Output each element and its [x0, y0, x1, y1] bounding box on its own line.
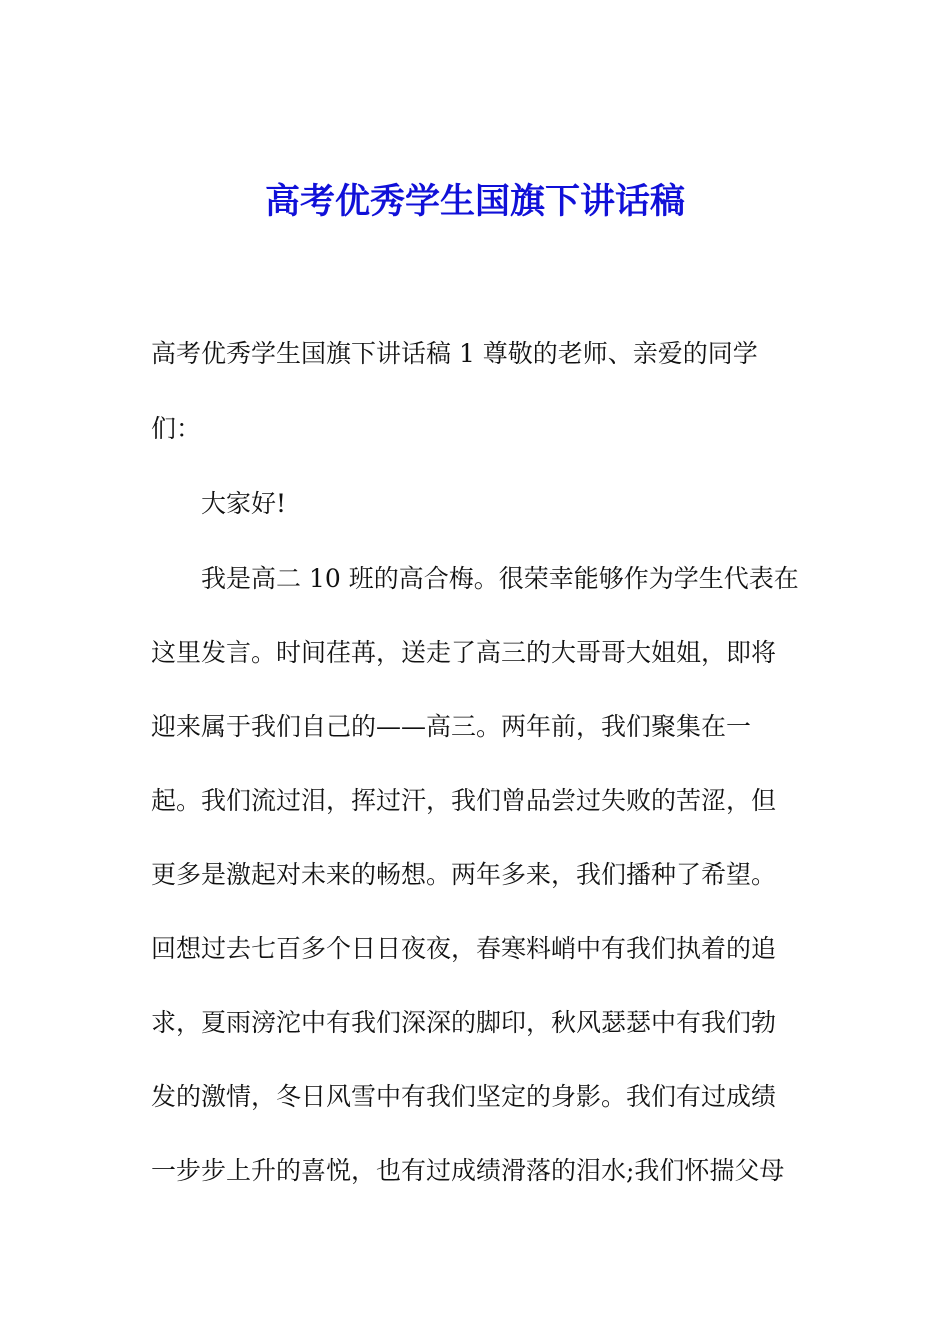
paragraph-line: 大家好!	[201, 489, 287, 518]
paragraph-line: 一步步上升的喜悦，也有过成绩滑落的泪水;我们怀揣父母	[151, 1156, 785, 1185]
paragraph-line: 发的激情，冬日风雪中有我们坚定的身影。我们有过成绩	[151, 1082, 777, 1111]
paragraph-line: 迎来属于我们自己的——高三。两年前，我们聚集在一	[151, 712, 752, 741]
paragraph-line: 回想过去七百多个日日夜夜，春寒料峭中有我们执着的追	[151, 934, 777, 963]
paragraph-line: 我是高二 10 班的高合梅。很荣幸能够作为学生代表在	[201, 564, 799, 593]
paragraph-line: 求，夏雨滂沱中有我们深深的脚印，秋风瑟瑟中有我们勃	[151, 1008, 777, 1037]
paragraph-line: 起。我们流过泪，挥过汗，我们曾品尝过失败的苦涩，但	[151, 786, 777, 815]
document-title: 高考优秀学生国旗下讲话稿	[264, 181, 685, 222]
paragraph-line: 更多是激起对未来的畅想。两年多来，我们播种了希望。	[151, 860, 777, 889]
paragraph-line: 们：	[151, 414, 202, 443]
paragraph-line: 这里发言。时间荏苒，送走了高三的大哥哥大姐姐，即将	[151, 638, 777, 667]
paragraph-line: 高考优秀学生国旗下讲话稿 1 尊敬的老师、亲爱的同学	[151, 339, 758, 368]
